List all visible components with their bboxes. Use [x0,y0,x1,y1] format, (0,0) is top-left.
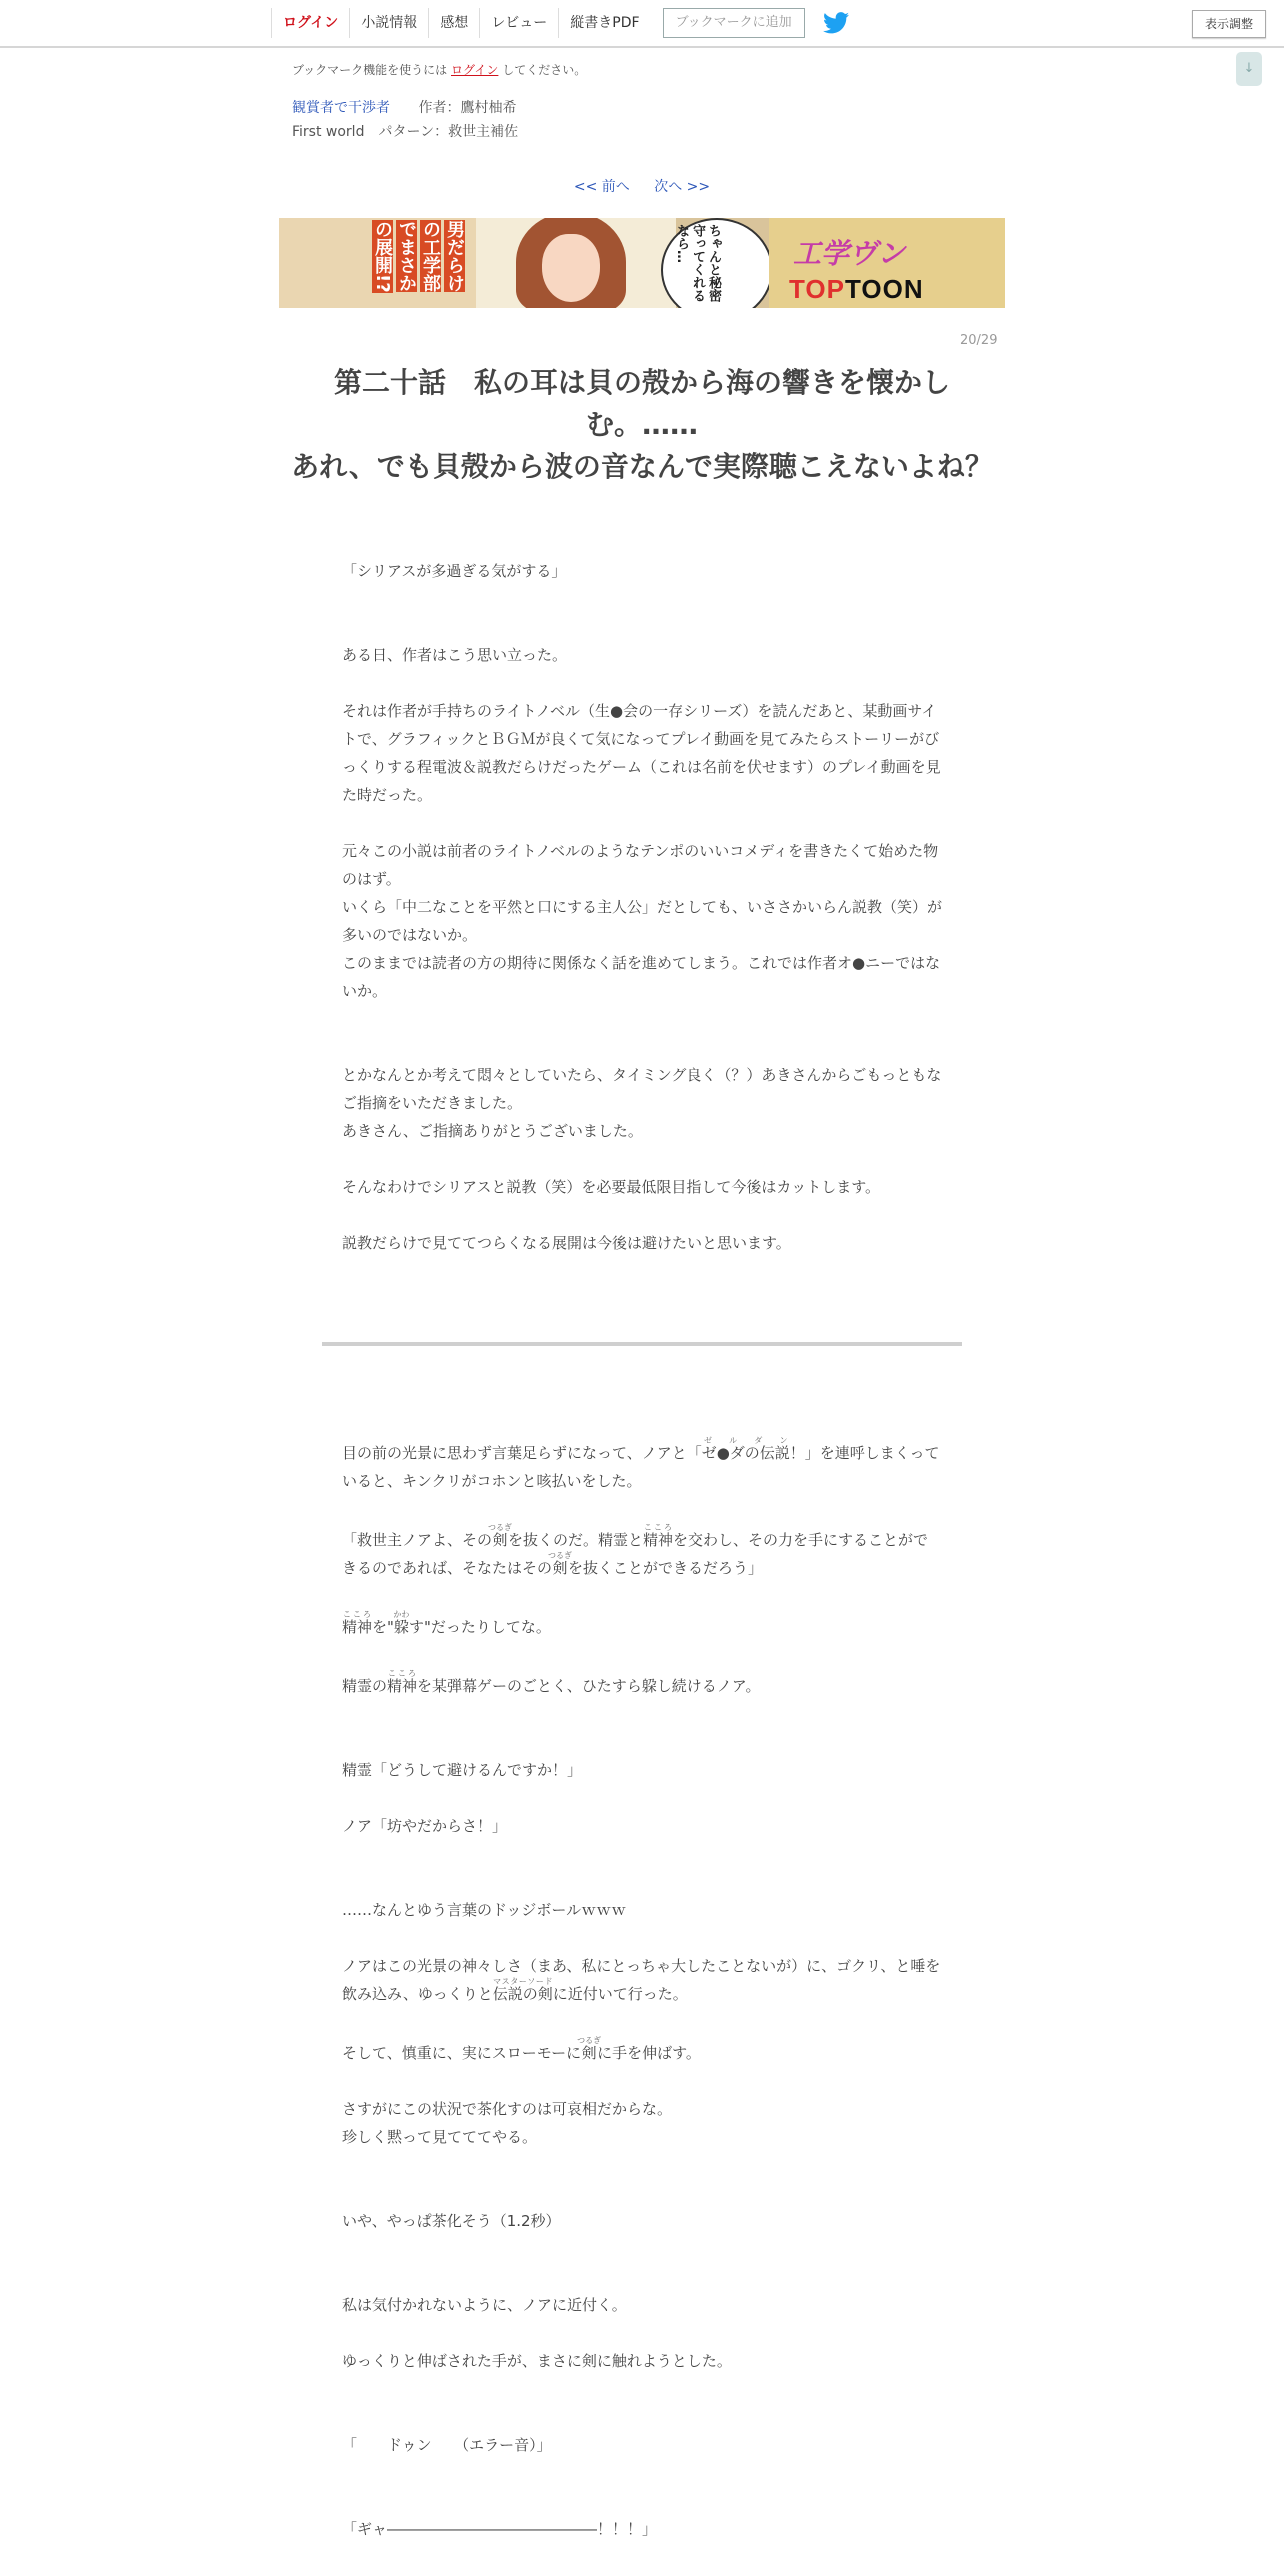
preface-p6: そんなわけでシリアスと説教（笑）を必要最低限目指して今後はカットします。 [342,1178,881,1196]
story-p4 [342,1669,942,1700]
toptoon-logo [789,274,924,305]
ruby-kawa-base: 躱 [393,1618,410,1636]
ruby-kawa-reading: かわ [393,1610,410,1619]
ruby-sword-2-base: 剣 [548,1559,572,1577]
ruby-kokoro-1 [643,1523,674,1549]
chapter-subinfo: First world パターン：救世主補佐 [292,124,519,140]
story-p8-b: に近付いて行った。 [552,1985,688,2003]
section-divider [322,1342,962,1346]
toptoon-logo-top: TOP [789,274,845,304]
preface-p4c: このままでは読者の方の期待に関係なく話を進めてしまう。これでは作者オ●ニーではないか。 [342,954,941,1000]
preface-p5b: あきさん、ご指摘ありがとうございました。 [342,1122,643,1140]
story-p10b: 珍しく黙って見てててやる。 [342,2128,538,2146]
story-p3 [342,1610,942,1641]
ad-bubble-text: ちゃんと秘密守ってくれるなら… [674,224,721,302]
display-settings-button[interactable]: 表示調整 [1192,10,1266,38]
ruby-sword-1-base: 剣 [488,1531,512,1549]
scroll-down-button[interactable]: ↓ [1236,52,1262,86]
story-p1-b: ！」を連呼しまくっていると、キンクリがコホンと咳払いをした。 [342,1444,940,1490]
ruby-zelda-reading: ゼ ル ダ ン [701,1436,790,1445]
preface-p1: 「シリアスが多過ぎる気がする」 [342,562,567,580]
story-p7: ……なんとゆう言葉のドッジボールｗｗｗ [342,1901,627,1919]
story-p4-b: を某弾幕ゲーのごとく、ひたすら躱し続けるノア。 [417,1677,761,1695]
chapter-title [279,362,1005,488]
story-p14: 「 ドゥン （エラー音）」 [342,2436,552,2454]
chapter-title-line1: 第二十話 私の耳は貝の殻から海の響きを懐かしむ。…… [333,366,950,441]
story-p1-a: 目の前の光景に思わず言葉足らずになって、ノアと「 [342,1444,702,1462]
story-p9-a: そして、慎重に、実にスローモーに [342,2044,582,2062]
add-bookmark-button[interactable]: ブックマークに追加 [663,8,805,38]
impressions-link[interactable]: 感想 [428,8,479,38]
ruby-sword-3 [577,2036,602,2062]
story-p8 [342,1952,942,2008]
story-p9-b: に手を伸ばす。 [597,2044,701,2062]
author-name: 作者：鷹村柚希 [418,100,517,116]
ruby-sword-2 [548,1551,573,1577]
preface-p5a: とかなんとか考えて悶々としていたら、タイミング良く（？）あきさんからごもっともなご指摘をいただきました。 [342,1066,942,1112]
chapter-title-line2: あれ、でも貝殻から波の音なんで実際聴こえないよね？ [291,450,993,483]
ruby-kokoro-3-base: 精神 [387,1677,418,1695]
ruby-master-sword [492,1977,553,2003]
story-p5: 精霊「どうして避けるんですか！」 [342,1761,583,1779]
ruby-sword-1-reading: つるぎ [488,1523,513,1532]
ruby-kokoro-3 [387,1669,418,1695]
series-line [292,97,516,117]
story-p2-a: 「救世主ノアよ、その [342,1531,493,1549]
bookmark-login-link[interactable]: ログイン [451,63,499,77]
page-number: 20/29 [960,333,998,348]
story-p2 [342,1523,942,1582]
story-p2-c: を交わし、その力を手にすることができるのであれば、そなたはその [342,1531,929,1577]
ad-banner[interactable] [279,218,1005,308]
ad-left-text-label: 男だらけの工学部でまさかの展開!? [372,220,465,293]
preface-p7: 説教だらけで見ててつらくなる展開は今後は避けたいと思います。 [342,1234,791,1252]
story-p12: 私は気付かれないように、ノアに近付く。 [342,2296,627,2314]
toptoon-logo-toon: TOON [844,274,924,304]
ruby-master-sword-base: 伝説の剣 [492,1985,553,2003]
ruby-master-sword-reading: マスターソード [492,1977,553,1986]
preface-p2: ある日、作者はこう思い立った。 [342,646,568,664]
ruby-sword-1 [488,1523,513,1549]
bookmark-note-post: してください。 [502,63,587,77]
ad-right-panel [769,218,1005,308]
pager-top [0,176,1284,196]
novel-info-link[interactable]: 小説情報 [349,8,428,38]
preface-p4b: いくら「中二なことを平然と口にする主人公」だとしても、いささかいらん説教（笑）が多いのではないか。 [342,898,943,944]
ruby-sword-2-reading: つるぎ [548,1551,573,1560]
nav-list [271,5,849,41]
login-link[interactable]: ログイン [271,8,349,38]
story-p9 [342,2036,942,2067]
review-link[interactable]: レビュー [479,8,558,38]
story-p15: 「ギャ――――――――――――――！！！」 [342,2520,658,2538]
preface-p4a: 元々この小説は前者のライトノベルのようなテンポのいいコメディを書きたくて始めた物のはず。 [342,842,939,888]
story-p3-b: す"だったりしてな。 [408,1618,551,1636]
ruby-kokoro-2-base: 精神 [342,1618,373,1636]
series-title-link[interactable]: 観賞者で干渉者 [292,100,390,116]
story-p13: ゆっくりと伸ばされた手が、まさに剣に触れようとした。 [342,2352,732,2370]
ruby-kokoro-2 [342,1610,373,1636]
story-p1 [342,1436,942,1495]
ad-left-panel [279,218,476,308]
ruby-kokoro-1-reading: こころ [643,1523,674,1532]
ruby-kawa [393,1610,410,1636]
ad-character-image [476,218,676,308]
bookmark-note-pre: ブックマーク機能を使うには [292,63,448,77]
prev-page-link[interactable]: << 前へ [573,179,630,195]
story-p4-a: 精霊の [342,1677,388,1695]
story-p3-a: を" [372,1618,394,1636]
vertical-pdf-link[interactable]: 縦書きPDF [558,8,650,38]
preface-p3: それは作者が手持ちのライトノベル（生●会の一存シリーズ）を読んだあと、某動画サイトで、グラフィックとＢＧＭが良くて気になってプレイ動画を見てみたらストーリーがびっくりする程電波＆説教だらけだったゲーム（これは名前を伏せます）のプレイ動画を見た時だった。 [342,702,941,804]
story-p8-a: ノアはこの光景の神々しさ（まあ、私にとっちゃ大したことないが）に、ゴクリ、と唾を飲み込み、ゆっくりと [342,1957,941,2003]
story-p2-d: を抜くことができるだろう」 [568,1559,764,1577]
ad-title: 工学ヴン [793,237,906,270]
story-p6: ノア「坊やだからさ！」 [342,1817,508,1835]
ruby-zelda [701,1436,790,1462]
twitter-icon[interactable] [823,12,849,34]
preface-text [342,557,942,1257]
next-page-link[interactable]: 次へ >> [654,179,711,195]
story-p2-b: を抜くのだ。精霊と [508,1531,644,1549]
ruby-sword-3-base: 剣 [577,2044,602,2062]
story-p10a: さすがにこの状況で茶化すのは可哀相だからな。 [342,2100,673,2118]
ruby-kokoro-3-reading: こころ [387,1669,418,1678]
story-text [342,1436,942,2543]
bookmark-note [292,61,586,78]
ad-left-text [370,220,466,308]
character-face [542,234,600,302]
ad-speech-bubble [661,218,773,308]
ruby-kokoro-2-reading: こころ [342,1610,373,1619]
ruby-sword-3-reading: つるぎ [577,2036,602,2045]
story-p11: いや、やっぱ茶化そう（1.2秒） [342,2212,561,2230]
top-nav-bar [0,0,1284,48]
ruby-zelda-base: ゼ●ダの伝説 [701,1444,790,1462]
ruby-kokoro-1-base: 精神 [643,1531,674,1549]
